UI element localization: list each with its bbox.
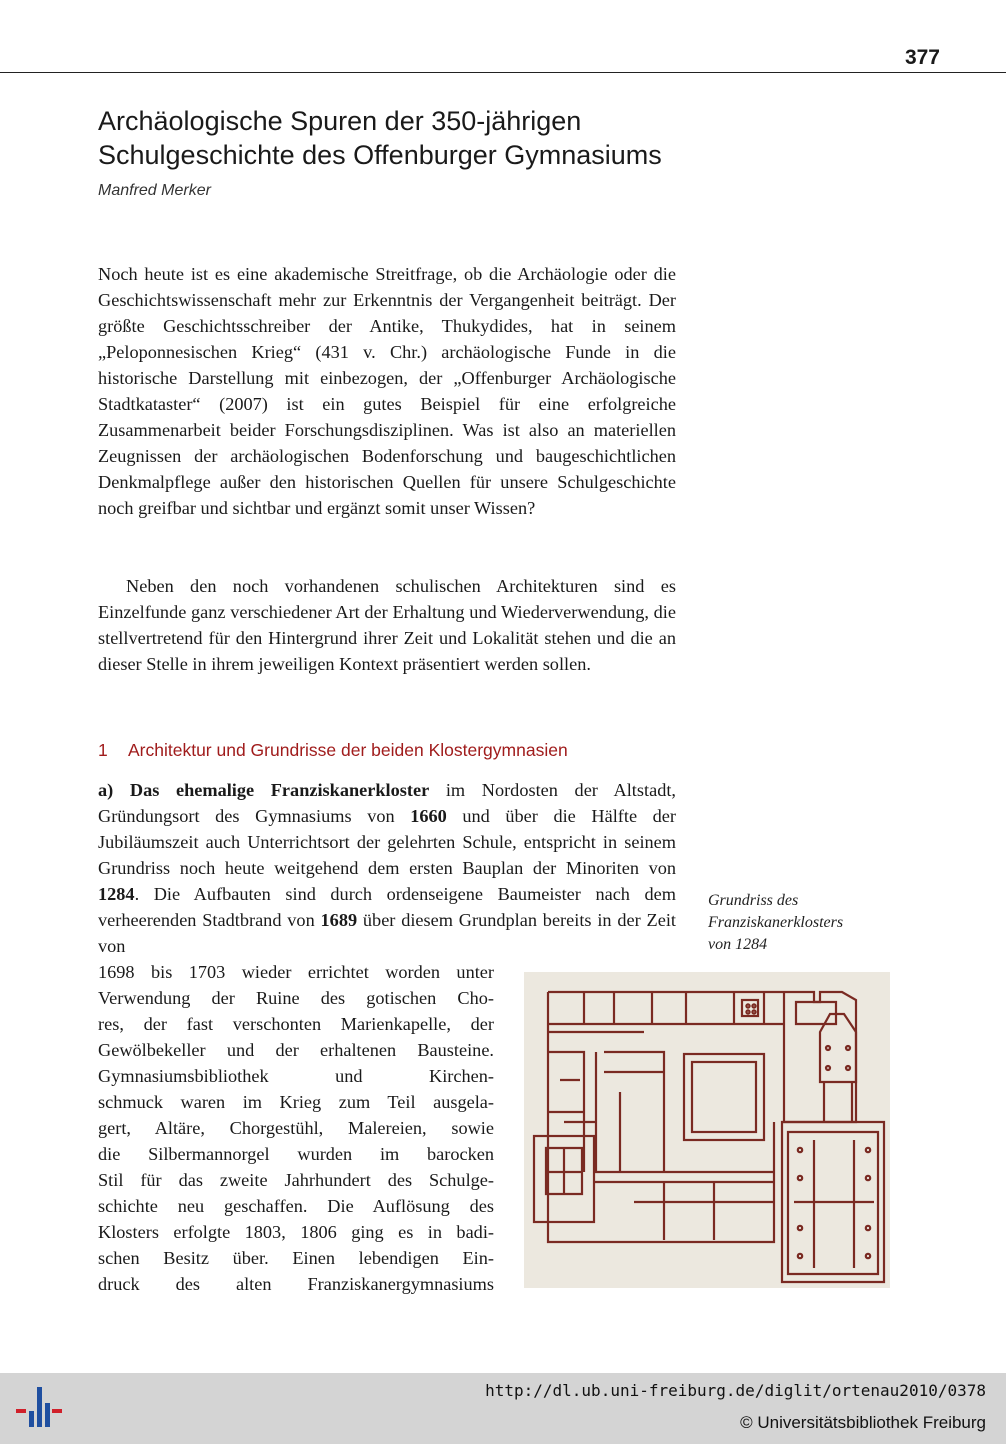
text-line: gert, Altäre, Chorgestühl, Malereien, sowie xyxy=(98,1118,494,1138)
university-library-logo xyxy=(14,1385,64,1431)
section-number: 1 xyxy=(98,740,108,760)
text-line: schmuck waren im Krieg zum Teil ausgela- xyxy=(98,1092,494,1112)
text-line: schichte neu geschaffen. Die Auflösung des xyxy=(98,1196,494,1216)
text-line: 1698 bis 1703 wieder errichtet worden unter xyxy=(98,962,494,982)
caption-line-1: Grundriss des xyxy=(708,892,799,909)
logo-blue-bar-3 xyxy=(45,1403,50,1427)
paragraph-a-text-1: im Nordosten der Altstadt, Gründungsort des Gymnasiums von xyxy=(98,780,676,826)
title-line-1: Archäologische Spuren der 350-jährigen xyxy=(98,106,582,136)
text-line: Gymnasiumsbibliothek und Kirchen- xyxy=(98,1066,494,1086)
year-1284: 1284 xyxy=(98,884,135,904)
copyright-notice: © Universitätsbibliothek Freiburg xyxy=(740,1413,986,1432)
title-line-2: Schulgeschichte des Offenburger Gymnasiums xyxy=(98,140,662,170)
text-line: schen Besitz über. Einen lebendigen Ein- xyxy=(98,1248,494,1268)
logo-blue-bar-2 xyxy=(37,1387,42,1427)
paragraph-a-text-2: und über die Hälfte der Jubiläumszeit auch Unterrichtsort der gelehrten Schule, entspricht in seinem Grundriss noch heute weitgehend dem ersten Bauplan der Minoriten von xyxy=(98,806,677,878)
paragraph-a xyxy=(98,777,676,959)
paragraph-a-text-4: über diesem Grundplan bereits in der Zeit von xyxy=(98,910,676,956)
paragraph-a-continuation xyxy=(98,959,494,1297)
section-title: Architektur und Grundrisse der beiden Klostergymnasien xyxy=(128,740,568,760)
section-heading xyxy=(98,740,568,761)
intro-paragraph-2: Neben den noch vorhandenen schulischen Architekturen sind es Einzelfunde ganz verschiedener Art der Erhaltung und Wiederverwendung, die stellvertretend für den Hintergrund ihrer Zeit und Lokalität stehen und die an dieser Stelle in ihrem jeweiligen Kontext präsentiert werden sollen. xyxy=(98,576,676,674)
logo-red-bar-right xyxy=(52,1409,62,1413)
year-1689: 1689 xyxy=(320,910,358,930)
text-line: Gewölbekeller und der erhaltenen Bausteine. xyxy=(98,1040,494,1060)
source-url-link[interactable]: http://dl.ub.uni-freiburg.de/diglit/ortenau2010/0378 xyxy=(485,1381,986,1400)
text-line: Stil für das zweite Jahrhundert des Schulge- xyxy=(98,1170,494,1190)
article-title xyxy=(98,104,898,172)
logo-red-bar-left xyxy=(16,1409,26,1413)
year-1660: 1660 xyxy=(410,806,447,826)
text-line: druck des alten Franziskanergymnasiums xyxy=(98,1274,494,1294)
intro-paragraph-1: Noch heute ist es eine akademische Streitfrage, ob die Archäologie oder die Geschichtswissenschaft mehr zur Erkenntnis der Vergangenheit beiträgt. Der größte Geschichtsschreiber der Antike, Thukydides, hat in seinem „Peloponnesischen Krieg“ (431 v. Chr.) archäologische Funde in die historische Darstellung mit einbezogen, der „Offenburger Archäologische Stadtkataster“ (2007) ist ein gutes Beispiel für eine erfolgreiche Zusammenarbeit beider Forschungsdisziplinen. Was ist also an materiellen Zeugnissen der archäologischen Bodenforschung und baugeschichtlichen Denkmalpflege außer den historischen Quellen für unsere Schulgeschichte noch greifbar und sichtbar und ergänzt somit unser Wissen? xyxy=(98,264,676,518)
logo-blue-bar-1 xyxy=(29,1411,34,1427)
caption-line-3: von 1284 xyxy=(708,936,768,953)
text-line: Klosters erfolgte 1803, 1806 ging es in badi- xyxy=(98,1222,494,1242)
floor-plan-figure xyxy=(524,972,890,1288)
floor-plan-drawing xyxy=(524,972,890,1288)
paragraph-a-lead: a) Das ehemalige Franziskanerkloster xyxy=(98,780,430,800)
text-line: die Silbermannorgel wurden im barocken xyxy=(98,1144,494,1164)
figure-caption xyxy=(708,890,908,956)
footer-bar xyxy=(0,1373,1006,1444)
header-rule xyxy=(0,72,1006,73)
caption-line-2: Franziskanerklosters xyxy=(708,914,844,931)
floor-plan-lines xyxy=(534,992,884,1282)
author-name: Manfred Merker xyxy=(98,182,211,199)
paragraph-a-text-3: . Die Aufbauten sind durch ordenseigene Baumeister nach dem verheerenden Stadtbrand von xyxy=(98,884,676,930)
text-line: Verwendung der Ruine des gotischen Cho- xyxy=(98,988,494,1008)
text-line: res, der fast verschonten Marienkapelle, der xyxy=(98,1014,494,1034)
page-number: 377 xyxy=(904,46,940,69)
